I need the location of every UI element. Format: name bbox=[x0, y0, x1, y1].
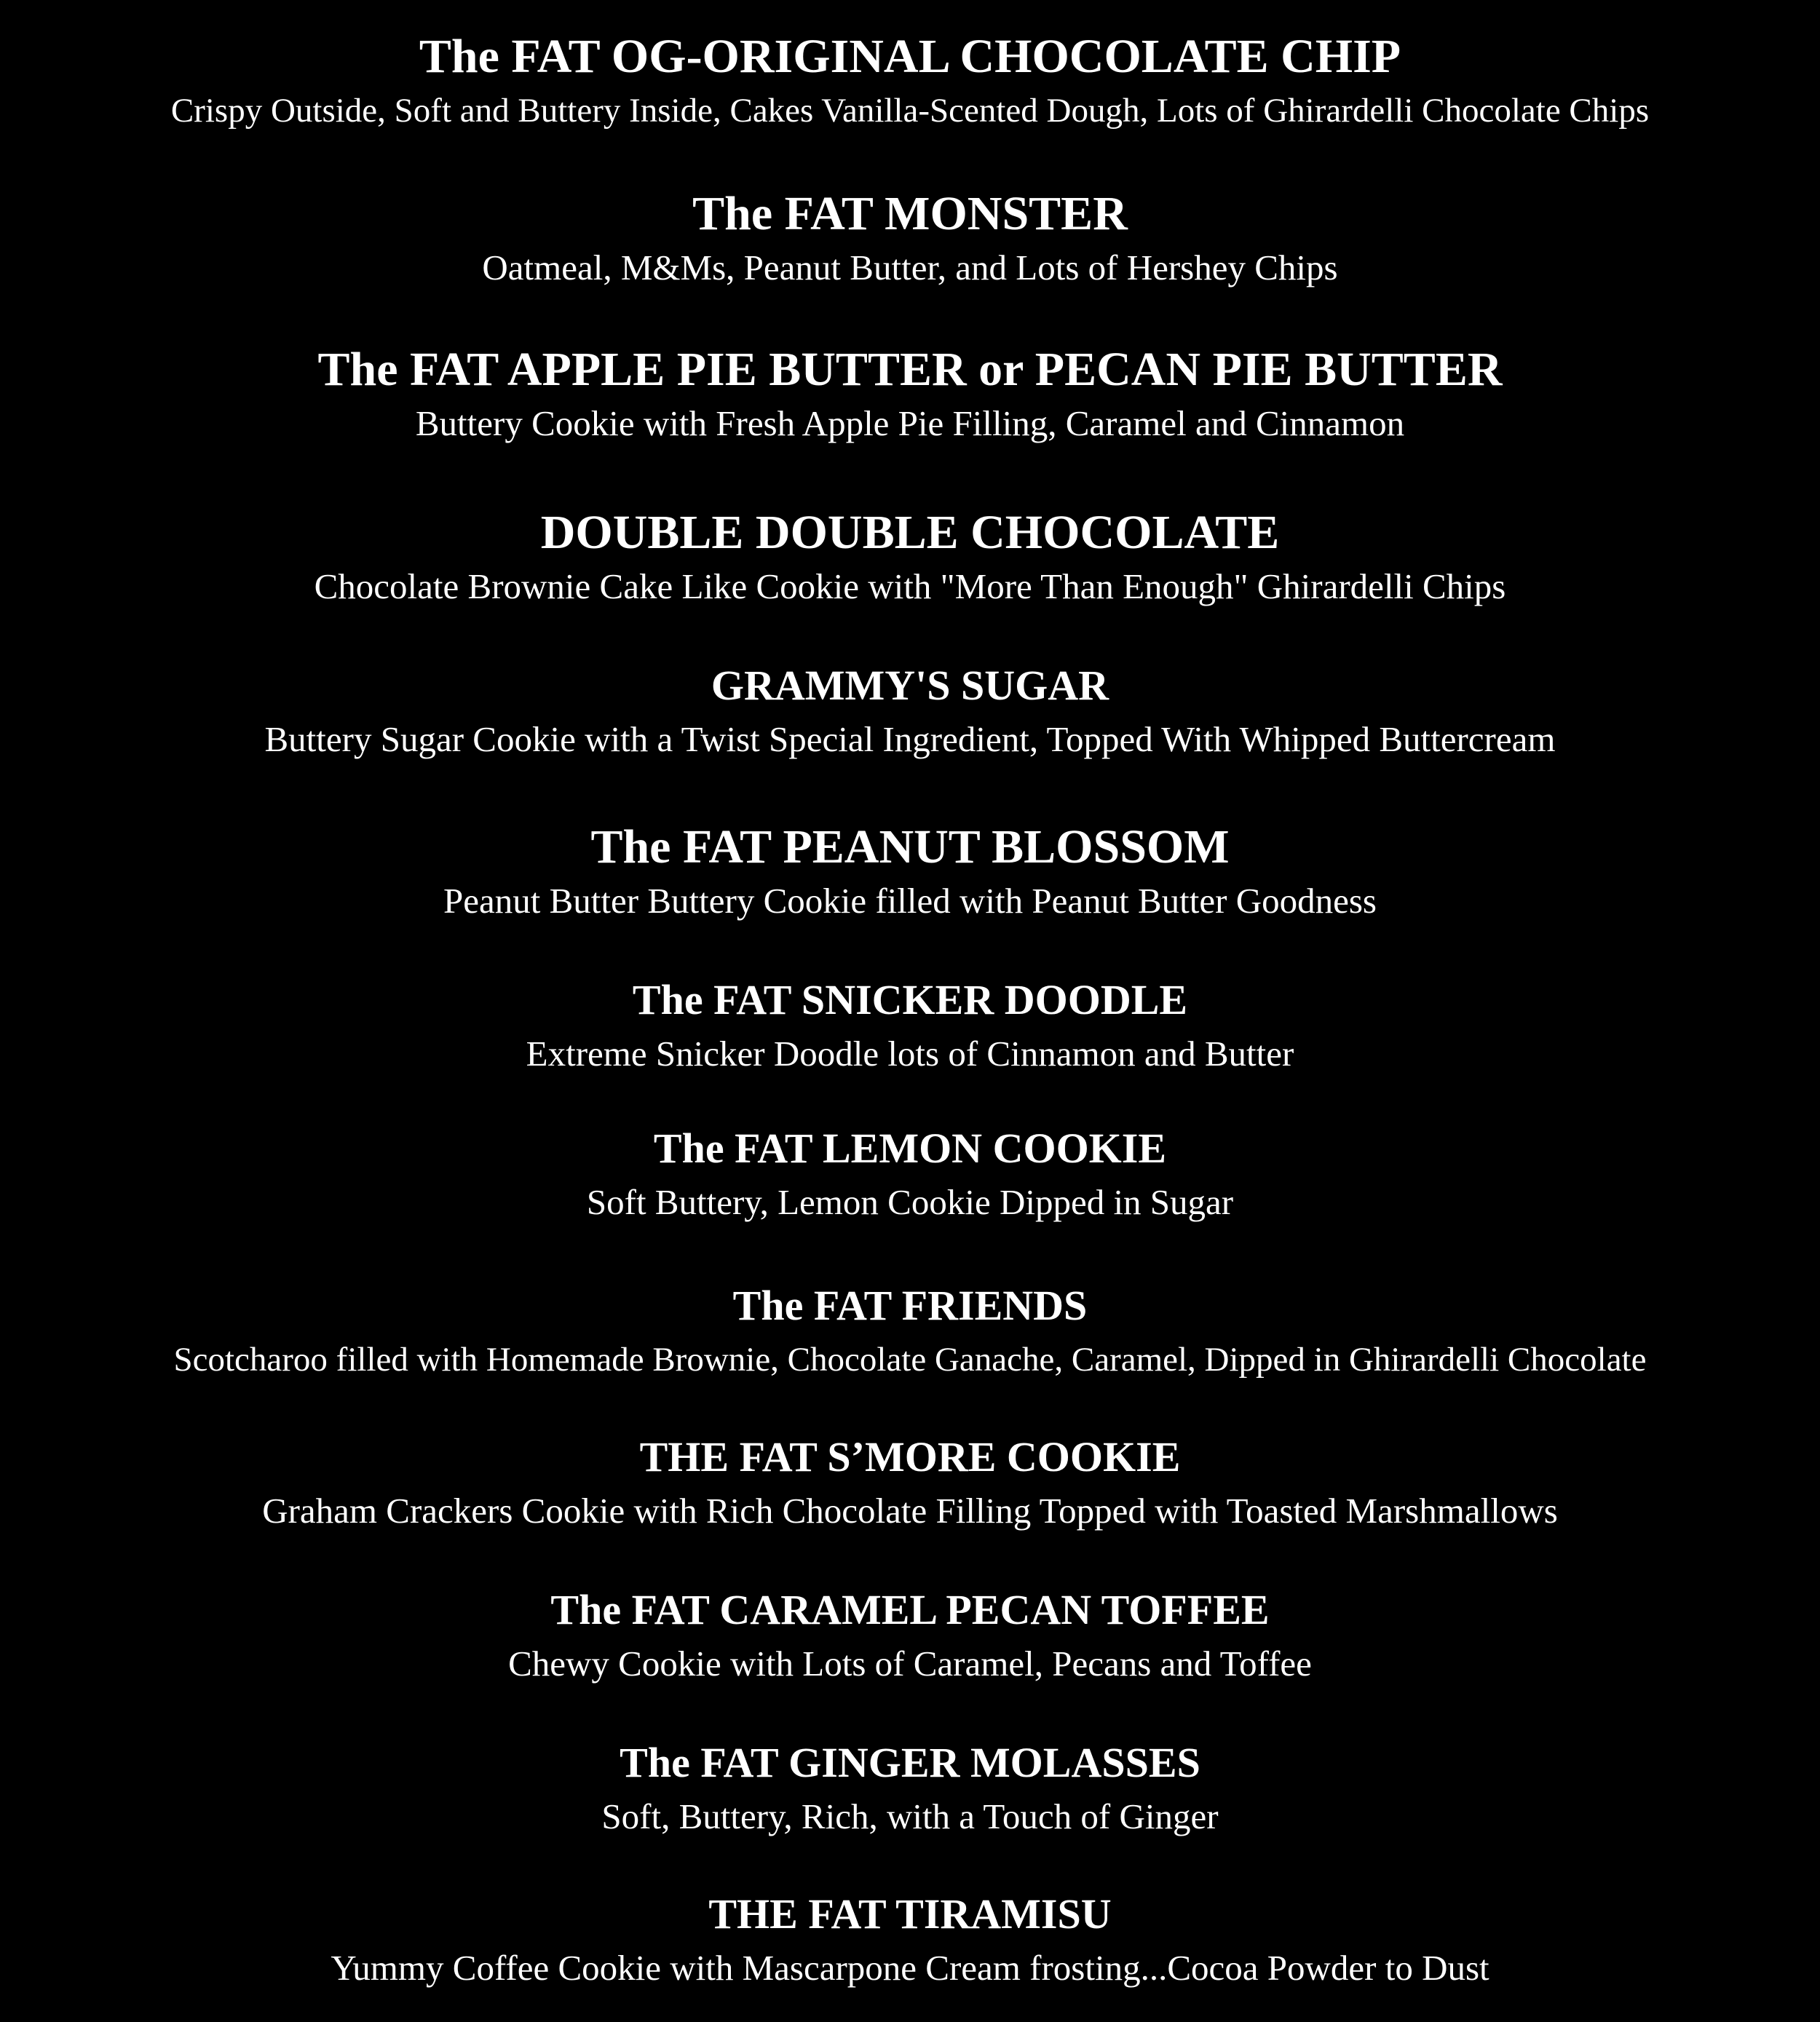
menu-item-name: The FAT GINGER MOLASSES bbox=[620, 1739, 1200, 1786]
menu-item-name: THE FAT S’MORE COOKIE bbox=[639, 1433, 1181, 1480]
menu-item-name: The FAT LEMON COOKIE bbox=[653, 1125, 1167, 1172]
menu-item-description: Scotcharoo filled with Homemade Brownie, Chocolate Ganache, Caramel, Dipped in Ghirardelli Chocolate bbox=[173, 1341, 1647, 1379]
menu-item-description: Peanut Butter Buttery Cookie filled with Peanut Butter Goodness bbox=[443, 881, 1377, 921]
menu-item-name: The FAT APPLE PIE BUTTER or PECAN PIE BUTTER bbox=[317, 343, 1503, 396]
menu-item-description: Extreme Snicker Doodle lots of Cinnamon and Butter bbox=[526, 1034, 1294, 1074]
menu-item-friends bbox=[0, 1277, 1820, 1384]
menu-item-grammys-sugar bbox=[0, 657, 1820, 764]
menu-item-name: The FAT PEANUT BLOSSOM bbox=[590, 820, 1230, 873]
menu-item-caramel-pecan-toffee bbox=[0, 1581, 1820, 1689]
menu-item-peanut-blossom bbox=[0, 818, 1820, 926]
menu-item-apple-pecan-pie-butter bbox=[0, 341, 1820, 448]
menu-item-description: Soft, Buttery, Rich, with a Touch of Ginger bbox=[601, 1796, 1219, 1836]
menu-item-name: DOUBLE DOUBLE CHOCOLATE bbox=[540, 506, 1280, 559]
menu-item-lemon-cookie bbox=[0, 1119, 1820, 1227]
menu-item-og-chocolate-chip bbox=[0, 28, 1820, 135]
menu-item-description: Oatmeal, M&Ms, Peanut Butter, and Lots of Hershey Chips bbox=[482, 247, 1338, 288]
menu-item-double-double-chocolate bbox=[0, 504, 1820, 611]
menu-item-name: The FAT FRIENDS bbox=[732, 1282, 1088, 1329]
menu-item-description: Chewy Cookie with Lots of Caramel, Pecans and Toffee bbox=[508, 1644, 1312, 1684]
menu-item-name: The FAT SNICKER DOODLE bbox=[632, 976, 1188, 1023]
menu-item-description: Buttery Cookie with Fresh Apple Pie Filling, Caramel and Cinnamon bbox=[415, 403, 1405, 443]
menu-item-name: The FAT CARAMEL PECAN TOFFEE bbox=[550, 1586, 1270, 1633]
menu-item-description: Chocolate Brownie Cake Like Cookie with "More Than Enough" Ghirardelli Chips bbox=[314, 566, 1506, 606]
menu-item-description: Buttery Sugar Cookie with a Twist Special Ingredient, Topped With Whipped Buttercream bbox=[264, 719, 1556, 759]
menu-item-name: GRAMMY'S SUGAR bbox=[711, 662, 1109, 709]
menu-item-monster bbox=[0, 185, 1820, 293]
menu-item-description: Soft Buttery, Lemon Cookie Dipped in Sugar bbox=[586, 1182, 1234, 1222]
menu-item-description: Crispy Outside, Soft and Buttery Inside, Cakes Vanilla-Scented Dough, Lots of Ghirardelli Chocolate Chips bbox=[170, 92, 1650, 130]
menu-item-ginger-molasses bbox=[0, 1734, 1820, 1841]
menu-item-description: Yummy Coffee Cookie with Mascarpone Cream frosting...Cocoa Powder to Dust bbox=[331, 1948, 1489, 1988]
menu-item-smore-cookie bbox=[0, 1428, 1820, 1536]
menu-item-name: The FAT OG-ORIGINAL CHOCOLATE CHIP bbox=[419, 30, 1401, 83]
menu-item-snicker-doodle bbox=[0, 971, 1820, 1079]
menu-item-name: THE FAT TIRAMISU bbox=[708, 1890, 1112, 1938]
menu-item-name: The FAT MONSTER bbox=[692, 187, 1128, 240]
menu-item-tiramisu bbox=[0, 1885, 1820, 1993]
menu-item-description: Graham Crackers Cookie with Rich Chocolate Filling Topped with Toasted Marshmallows bbox=[262, 1491, 1558, 1531]
